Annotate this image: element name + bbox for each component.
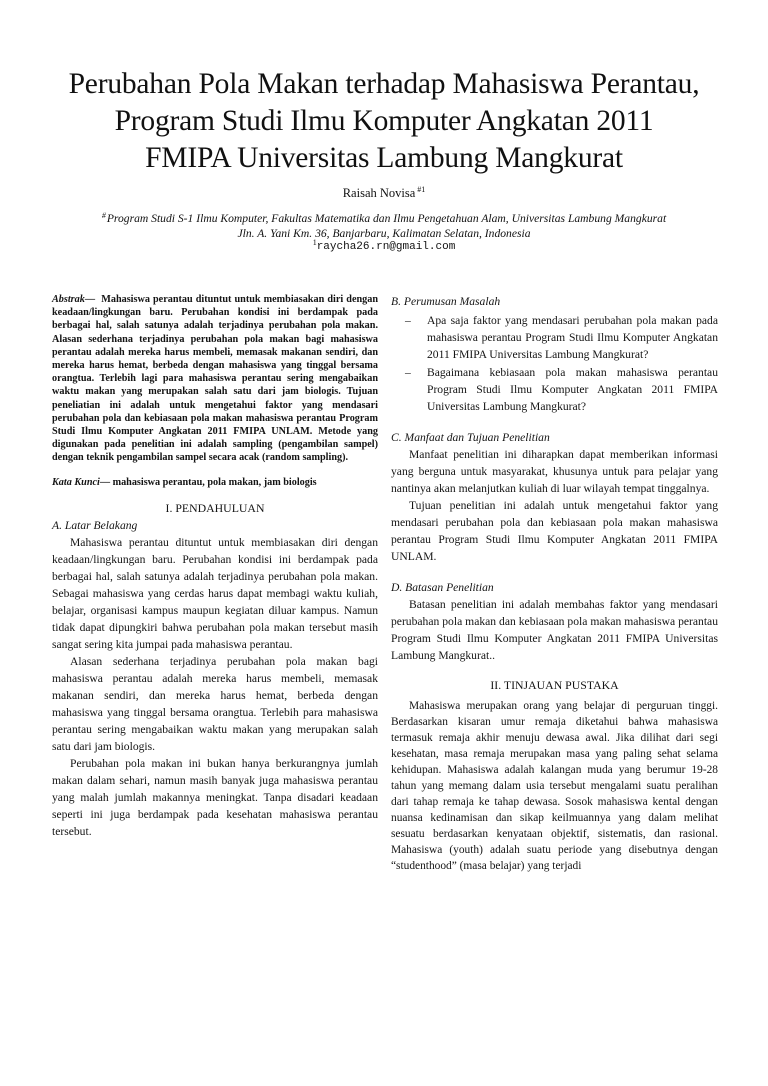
section-b-heading: B. Perumusan Masalah [391,295,501,308]
author-email [0,238,768,253]
paper-title [0,66,768,177]
abstract-label: Abstrak [52,294,85,305]
section-2-heading: II. TINJAUAN PUSTAKA [490,678,619,692]
affiliation-mark: # [101,211,106,220]
title-line-3: FMIPA Universitas Lambung Mangkurat [145,142,623,174]
section-1-paragraph-3: Perubahan pola makan ini bukan hanya berkurangnya jumlah makan dalam sehari, namun masih banyak juga mahasiswa perantau yang malah jumlah makannya meningkat. Tanpa disadari keadaan seperti ini juga berdampak pada kesehatan mahasiswa perantau tersebut. [52,756,378,838]
list-item [405,312,718,363]
section-1a-heading: A. Latar Belakang [52,518,138,532]
section-1-paragraph-2: Alasan sederhana terjadinya perubahan pola makan bagi mahasiswa perantau adalah mereka harus membeli, memasak makanan sendiri, dan mereka harus hemat, berbeda dengan mahasiswa yang tinggal bersama orangtua. Terlebih para mahasiswa perantau sering mengabaikan waktu makan yang merupakan salah satu dari jam biologis. [52,654,378,753]
section-c-paragraph-1: Manfaat penelitian ini diharapkan dapat memberikan informasi yang berguna untuk masyarakat, khusunya untuk para pelajar yang nantinya akan melanjutkan kuliah di luar wilayah tempat tinggalnya. [391,448,718,495]
affiliation-line-1: Program Studi S-1 Ilmu Komputer, Fakultas Matematika dan Ilmu Pengetahuan Alam, Universitas Lambung Mangkurat [106,212,667,225]
section-d-paragraph-1: Batasan penelitian ini adalah membahas faktor yang mendasari perubahan pola makan dan kebiasaan pola makan mahasiswa perantau Program Studi Ilmu Komputer Angkatan 2011 FMIPA Universitas Lambung Mangkurat.. [391,598,718,662]
section-1-paragraph-1: Mahasiswa perantau dituntut untuk membiasakan diri dengan keadaan/lingkungan baru. Perubahan kondisi ini berdampak pada berbagai hal, salah satunya adalah terjadinya perubahan pola makan. Sebagai mahasiswa yang cerdas harus dapat membagi waktu kuliah, belajar, organisasi kampus maupun kegiatan diluar kampus. Namun tidak dapat dipungkiri bahwa perubahan pola makan tersebut masih sangat sering kita jumpai pada mahasiswa perantau. [52,535,378,651]
keywords-text: mahasiswa perantau, pola makan, jam biologis [112,476,317,488]
section-d-heading: D. Batasan Penelitian [391,581,494,594]
section-1-heading: I. PENDAHULUAN [165,500,265,515]
author-mark: #1 [417,185,426,194]
section-c-paragraph-2: Tujuan penelitian ini adalah untuk mengetahui faktor yang mendasari perubahan pola dan kebiasaan pola makan mahasiswa perantau Program Studi Ilmu Komputer Angkatan 2011 FMIPA UNLAM. [391,499,718,563]
problem-list [391,312,718,415]
affiliation-line-2: Jln. A. Yani Km. 36, Banjarbaru, Kalimatan Selatan, Indonesia [237,227,531,240]
list-item [405,364,718,415]
title-line-2: Program Studi Ilmu Komputer Angkatan 2011 [114,105,654,137]
email-address: raycha26.rn@gmail.com [316,241,456,253]
list-item-text: Bagaimana kebiasaan pola makan mahasiswa perantau Program Studi Ilmu Komputer Angkatan 2011 FMIPA Universitas Lambung Mangkurat? [427,366,718,413]
section-c-heading: C. Manfaat dan Tujuan Penelitian [391,431,550,444]
list-item-text: Apa saja faktor yang mendasari perubahan pola makan pada mahasiswa perantau Program Studi Ilmu Komputer Angkatan 2011 FMIPA Universitas Lambung Mangkurat? [427,314,718,361]
abstract-text: Mahasiswa perantau dituntut untuk membiasakan diri dengan keadaan/lingkungan baru. Perubahan kondisi ini berdampak pada berbagai hal, salah satunya adalah terjadinya perubahan pola makan. Alasan sederhana terjadinya perubahan pola makan bagi mahasiswa perantau adalah mereka harus membeli, memasak makanan sendiri, dan mereka harus hemat, berbeda dengan mahasiswa yang tinggal bersama orangtua. Terlebih lagi para mahasiswa perantau sering mengabaikan waktu makan yang merupakan salah satu dari jam biologis. Tujuan peneliatian ini adalah untuk mengetahui faktor yang mendasari perubahan pola dan kebiasaan pola makan mahasiswa perantau Program Studi Ilmu Komputer Angkatan 2011 FMIPA UNLAM. Metode yang digunakan pada penelitian ini adalah sampling (pengambilan sampel) dengan teknik pengambilan sampel secara acak (random sampling). [52,294,378,464]
keywords [52,476,378,489]
keywords-dash: — [99,476,111,488]
author-name: Raisah Novisa [342,186,416,200]
keywords-label: Kata Kunci [52,476,100,488]
section-2-paragraph-1: Mahasiswa merupakan orang yang belajar di perguruan tinggi. Berdasarkan kisaran umur remaja diketahui bahwa mahasiswa termasuk remaja akhir menuju dewasa awal. Jika dilihat dari segi kesehatan, masa remaja merupakan masa yang paling sehat selama kehidupan. Mahasiswa adalah kalangan muda yang berumur 19-28 tahun yang memang dalam usia tersebut mengalami suatu peralihan dari tahap remaja ke tahap dewasa. Sosok mahasiswa kental dengan nuansa kedinamisan dan sikap keilmuannya yang dalam melihat sesuatu berdasarkan kenyataan objektif, sistematis, dan rasional. Mahasiswa (youth) adalah suatu periode yang disebutnya dengan “studenthood” (masa belajar) yang terjadi [391,700,718,872]
email-mark: 1 [312,238,317,247]
author-line [0,185,768,201]
right-column [391,293,718,874]
list-dash: – [405,366,411,379]
abstract-dash: — [84,294,96,305]
left-column [52,293,378,840]
list-dash: – [405,314,411,327]
title-line-1: Perubahan Pola Makan terhadap Mahasiswa Perantau, [68,68,700,100]
affiliation [0,208,768,241]
abstract [52,293,378,465]
